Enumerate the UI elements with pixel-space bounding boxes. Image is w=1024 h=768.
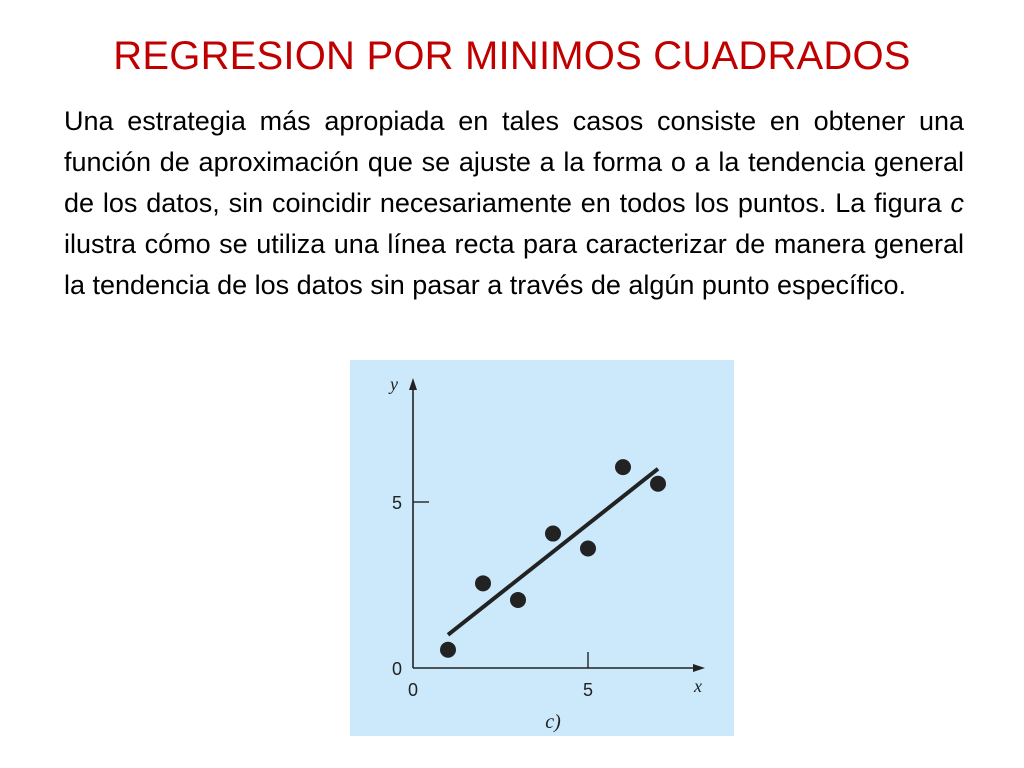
data-point	[650, 476, 666, 492]
y-tick-label: 5	[391, 493, 403, 513]
data-point	[440, 642, 456, 658]
x-axis-label: x	[694, 676, 702, 696]
x-tick-label: 0	[407, 680, 419, 700]
scatter-chart	[350, 360, 734, 736]
x-axis-arrow-icon	[693, 664, 705, 672]
y-axis-label: y	[390, 374, 398, 394]
y-tick-label: 0	[391, 659, 403, 679]
slide-title: REGRESION POR MINIMOS CUADRADOS	[113, 34, 911, 78]
x-tick-label: 5	[582, 680, 594, 700]
regression-line	[448, 469, 658, 635]
figure-caption: c)	[545, 711, 561, 733]
data-point	[475, 575, 491, 591]
data-point	[545, 526, 561, 542]
data-point	[580, 540, 596, 556]
regression-figure	[350, 360, 734, 736]
y-axis-arrow-icon	[409, 378, 417, 390]
paragraph-italic-figure-ref: c	[950, 188, 964, 218]
data-point	[615, 459, 631, 475]
body-paragraph	[64, 101, 964, 306]
paragraph-text-part-1: Una estrategia más apropiada en tales casos consiste en obtener una función de aproximación que se ajuste a la forma o a la tendencia general de los datos, sin coincidir necesariamente en todos los puntos. La figura	[64, 106, 964, 218]
data-point	[510, 592, 526, 608]
paragraph-text-part-2: ilustra cómo se utiliza una línea recta para caracterizar de manera general la tendencia de los datos sin pasar a través de algún punto específico.	[64, 229, 964, 300]
